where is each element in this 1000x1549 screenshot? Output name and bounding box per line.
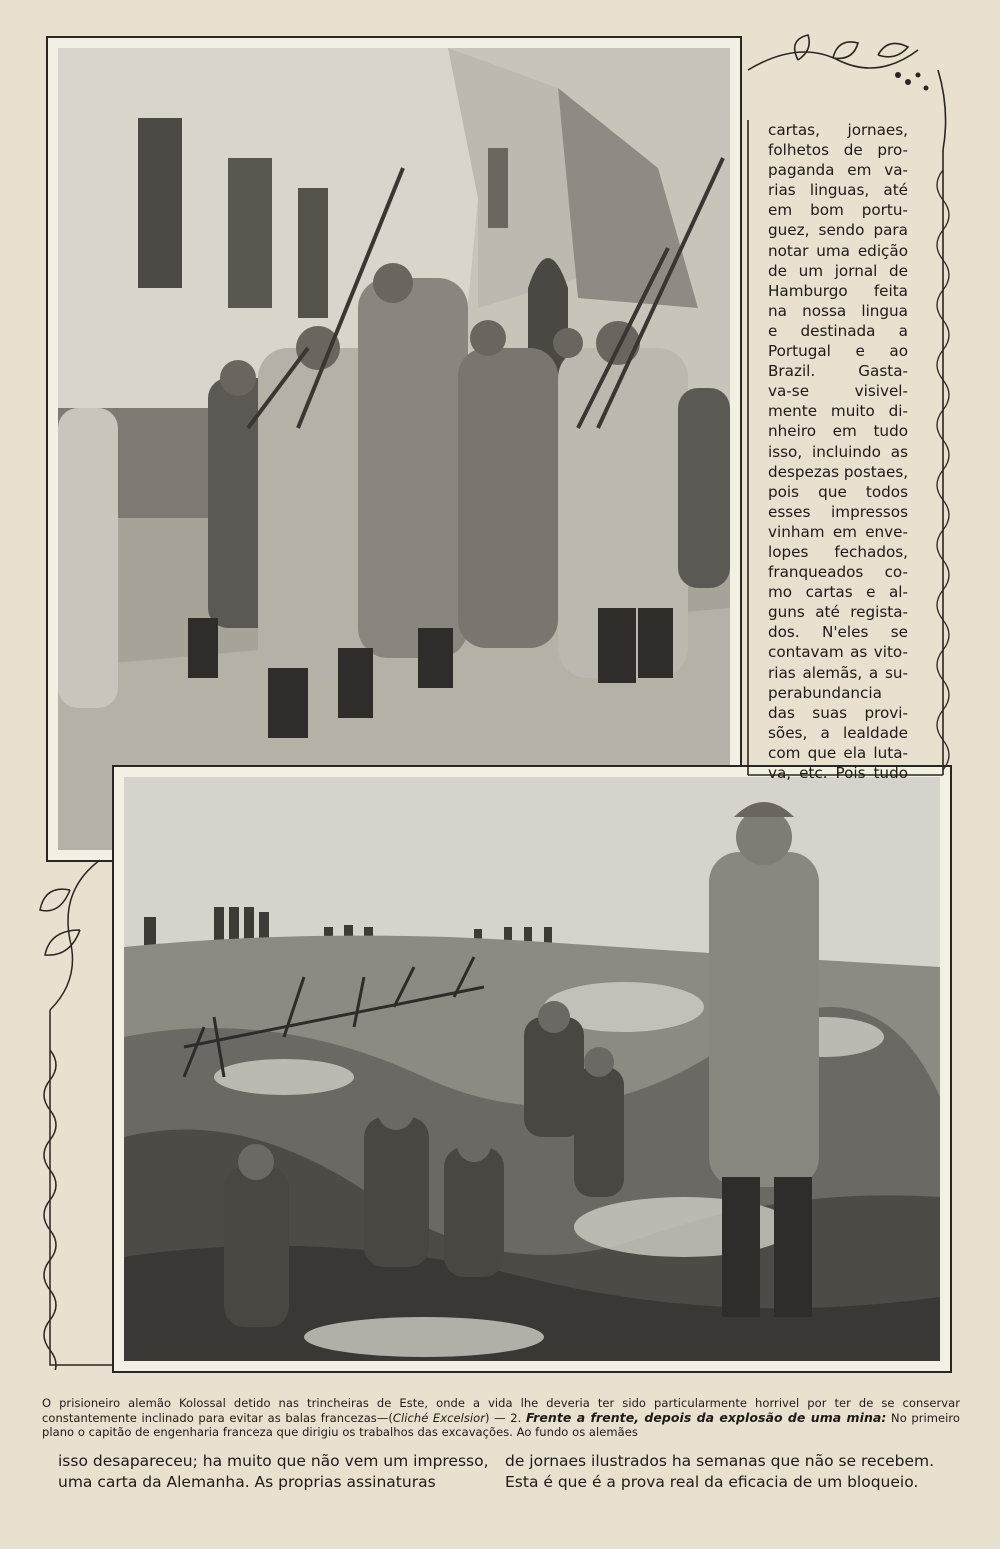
sidebar-text-line: contavam as vito-	[768, 643, 908, 662]
caption-part2: ) — 2.	[485, 1410, 526, 1425]
sidebar-text-line: vinham em enve-	[768, 522, 908, 541]
sidebar-text-line: e destinada a	[768, 321, 908, 340]
body-text-left	[58, 1451, 489, 1492]
sidebar-text-line: paganda em va-	[768, 161, 908, 180]
photo-trench-frame	[112, 765, 952, 1373]
sidebar-text-line: dos. N'eles se	[768, 623, 908, 642]
sidebar-text-line: de um jornal de	[768, 261, 908, 280]
body-text-line: uma carta da Alemanha. As proprias assinaturas	[58, 1472, 436, 1491]
sidebar-text-line: em bom portu-	[768, 201, 908, 220]
body-text-line: Esta é que é a prova real da eficacia de um bloqueio.	[505, 1472, 919, 1491]
sidebar-text-line: mente muito di-	[768, 402, 908, 421]
sidebar-text-line: guez, sendo para	[768, 221, 908, 240]
body-text-line: de jornaes ilustrados ha semanas que não se recebem.	[505, 1452, 935, 1470]
sidebar-text-line: rias alemãs, a su-	[768, 663, 908, 682]
body-text-line: isso desapareceu; ha muito que não vem um impresso,	[58, 1452, 489, 1470]
photo-prisoner-frame	[46, 36, 742, 862]
photo-trench-mine	[124, 777, 940, 1361]
sidebar-text-line: folhetos de pro-	[768, 141, 908, 160]
caption-part3: No primeiro plano o capitão de engenharia franceza que dirigiu os trabalhos das excavações. Ao fundo os alemães	[42, 1410, 960, 1439]
photo-prisoner-escort	[58, 48, 730, 850]
sidebar-text-line: das suas provi-	[768, 703, 908, 722]
sidebar-text-line: mo cartas e al-	[768, 583, 908, 602]
caption-bold-title: Frente a frente, depois da explosão de uma mina:	[525, 1409, 887, 1425]
sidebar-text-line: franqueados co-	[768, 563, 908, 582]
sidebar-text-line: pois que todos	[768, 482, 908, 501]
caption-credit: Cliché Excelsior	[392, 1410, 485, 1425]
sidebar-text-line: isso, incluindo as	[768, 442, 908, 461]
sidebar-text-line: notar uma edição	[768, 241, 908, 260]
sidebar-text-line: com que ela luta-	[768, 743, 908, 762]
sidebar-text-line: Brazil. Gasta-	[768, 362, 908, 381]
sidebar-text-line: sões, a lealdade	[768, 723, 908, 742]
sidebar-text-line: va-se visivel-	[768, 382, 908, 401]
sidebar-article-text	[768, 120, 908, 783]
photo-caption	[42, 1396, 960, 1440]
sidebar-text-line: rias linguas, até	[768, 181, 908, 200]
caption-part1: O prisioneiro alemão Kolossal detido nas trincheiras de Este, onde a vida lhe deveria ter sido particularmente horrivel por ter de se conservar constantemente inclinado para evitar as balas francezas—(	[42, 1396, 960, 1425]
sidebar-text-line: lopes fechados,	[768, 542, 908, 561]
sidebar-text-line: guns até regista-	[768, 603, 908, 622]
sidebar-text-line: despezas postaes,	[768, 462, 909, 481]
sidebar-text-line: Hamburgo feita	[768, 281, 908, 300]
body-text-right	[505, 1451, 945, 1492]
sidebar-text-line: na nossa lingua	[768, 301, 908, 320]
sidebar-text-line: Portugal e ao	[768, 342, 908, 361]
sidebar-text-line: va, etc. Pois tudo	[768, 764, 908, 782]
sidebar-text-line: esses impressos	[768, 502, 908, 521]
sidebar-text-line: perabundancia	[768, 683, 882, 702]
floral-ornament-left	[30, 850, 115, 1370]
sidebar-text-line: cartas, jornaes,	[768, 121, 908, 139]
sidebar-text-line: nheiro em tudo	[768, 422, 908, 441]
